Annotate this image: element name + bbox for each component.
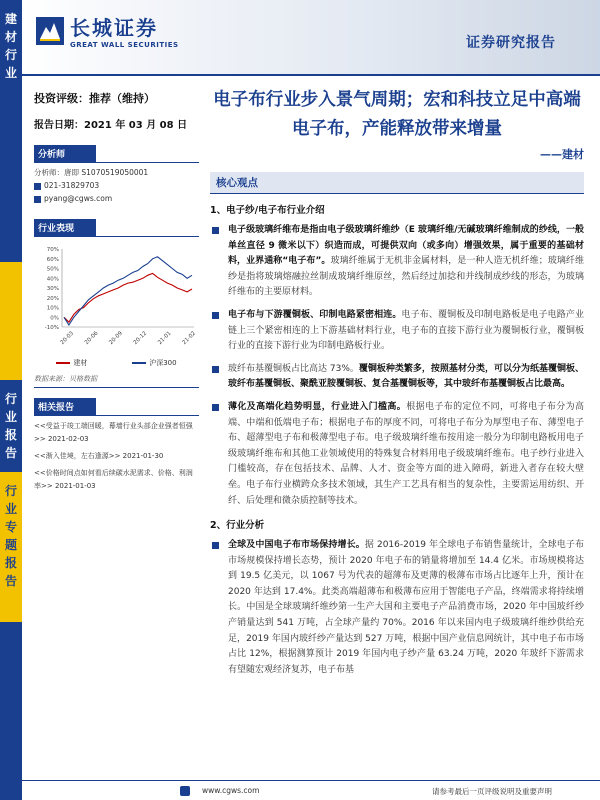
paragraph bbox=[210, 400, 584, 509]
paragraph bbox=[210, 308, 584, 355]
y-tick-label: 70% bbox=[46, 247, 59, 253]
paragraph-lead: 全球及中国电子布市场保持增长。 bbox=[228, 540, 365, 551]
sidebar-report-kind bbox=[0, 380, 22, 472]
y-tick-label: -10% bbox=[44, 325, 59, 331]
paragraph-body: 根据电子布的定位不同，可将电子布分为高端、中端和低端电子布；根据电子布的厚度不同，可将电子布分为厚型电子布、薄型电子布、超薄型电子布和极薄型电子布。电子级玻璃纤维布按用途一般分为印制电路板用电子级玻璃纤维布和其他工业领域使用的特殊复合材料用电子级玻璃纤维布。电子纱行业进入门槛较高，存在包括技术、品牌、人才、资金等方面的进入障碍，新进入者存在较大壁垒。电子布行业横跨众多技术领域，其生产工艺具有相当的复杂性，主要需运用纺织、开纤、后处理和微杂质控制等技术。 bbox=[228, 401, 584, 506]
company-logo bbox=[36, 12, 179, 49]
paragraph-body: 电子布、覆铜板及印制电路板是电子电路产业链上三个紧密相连的上下游基础材料行业，电子布的直接下游行业为覆铜板行业，覆铜板行业的直接下游行业为印制电路板行业。 bbox=[228, 309, 584, 352]
paragraph-lead: 薄化及高端化趋势明显，行业进入门槛高。 bbox=[228, 401, 407, 412]
analyst-phone-row bbox=[34, 179, 199, 192]
section-heading: 2、行业分析 bbox=[210, 520, 265, 532]
report-title: 电子布行业步入景气周期；宏和科技立足中高端电子布，产能释放带来增量 bbox=[213, 90, 581, 139]
legend-item-b bbox=[132, 358, 176, 368]
bullet-icon bbox=[212, 227, 219, 234]
report-date: 报告日期：2021 年 03 月 08 日 bbox=[34, 120, 188, 131]
divider bbox=[34, 162, 199, 163]
chart-source: 数据来源：贝格数据 bbox=[34, 374, 199, 388]
sidebar-char: 业 bbox=[4, 66, 17, 80]
investment-rating: 投资评级：推荐（维持） bbox=[34, 92, 155, 105]
page-header bbox=[22, 0, 600, 76]
footer-url[interactable]: www.cgws.com bbox=[202, 786, 260, 795]
sidebar-char: 报 bbox=[4, 556, 17, 570]
related-report[interactable]: <<受益于竣工端回暖，幕墙行业头部企业强者恒强>> 2021-02-03 bbox=[34, 422, 193, 443]
related-report[interactable]: <<价格时间点如何看后续碳水泥需求、价格、利润率>> 2021-01-03 bbox=[34, 469, 193, 490]
sidebar-char: 告 bbox=[4, 446, 17, 460]
analyst-name: 分析师：唐即 S1070519050001 bbox=[34, 168, 149, 177]
sidebar-char: 材 bbox=[4, 30, 17, 44]
left-column bbox=[34, 86, 199, 493]
sidebar-char: 题 bbox=[4, 538, 17, 552]
sidebar bbox=[0, 0, 22, 800]
x-tick-label: 20-03 bbox=[59, 330, 76, 347]
legend-label: 建材 bbox=[73, 359, 88, 367]
industry-trend-chart bbox=[34, 245, 199, 368]
legend-label: 沪深300 bbox=[149, 359, 177, 367]
sidebar-char: 告 bbox=[4, 574, 17, 588]
page-footer bbox=[22, 780, 600, 800]
phone-icon bbox=[34, 183, 41, 190]
series-line-a bbox=[64, 273, 192, 322]
footer-logo-icon bbox=[180, 786, 190, 796]
y-tick-label: 50% bbox=[46, 266, 59, 273]
paragraph-body: 据 2016-2019 年全球电子布销售量统计，全球电子布市场规模保持增长态势，预计 2020 年电子布的销量将增加至 14.4 亿米。市场规模将达到 19.5 亿美元，以 1067 号为代表的超薄布及更薄的极薄布市场占比逐年上升，预计在 2020 年达到 17.4%。此类高端超薄布和极薄布应用于智能电子产品，终端需求将持续增长。中国是全球玻璃纤维纱第一生产大国和主要电子产品消费市场，2020 年中国玻纤纱产销量达到 541 万吨，占全球产量约 70%。2016 年以来国内电子级玻璃纤维纱供给充足，2019 年国内玻纤纱产量达到 527 万吨，根据中国产业信息网统计，其中电子布市场占比 12%，根据测算预计 2019 年国内电子纱产量 63.24 万吨，2020 年玻纤下游需求有望随宏观经济复苏，电子布基 bbox=[228, 540, 584, 675]
bullet-icon bbox=[212, 542, 219, 549]
y-tick-label: 40% bbox=[46, 276, 59, 283]
bullet-icon bbox=[212, 404, 219, 411]
analyst-section-title: 分析师 bbox=[34, 145, 96, 162]
legend-item-a bbox=[56, 358, 87, 368]
y-tick-label: 60% bbox=[46, 256, 59, 263]
series-line-b bbox=[64, 257, 192, 325]
y-tick-label: 20% bbox=[46, 295, 59, 302]
paragraph-lead: 覆铜板种类繁多，按照基材分类，可以分为纸基覆铜板、玻纤布基覆铜板、聚酰亚胺覆铜板、复合基覆铜板等，其中玻纤布基覆铜板占比最高。 bbox=[228, 363, 584, 390]
paragraph-lead: 电子级玻璃纤维布是指由电子级玻璃纤维纱（E 玻璃纤维/无碱玻璃纤维制成的纱线，一般单丝直径 9 微米以下）织造而成，可提供双向（或多向）增强效果，属于重要的基础材料，业界通称“电子布”。 bbox=[228, 225, 584, 267]
analyst-info bbox=[34, 166, 199, 205]
analyst-phone: 021-31829703 bbox=[44, 181, 100, 190]
x-tick-label: 20-12 bbox=[132, 330, 149, 347]
section-heading: 1、电子纱/电子布行业介绍 bbox=[210, 205, 325, 216]
sidebar-char: 行 bbox=[4, 392, 17, 406]
divider bbox=[34, 415, 199, 416]
x-tick-label: 20-09 bbox=[108, 330, 124, 347]
sidebar-spacer-2 bbox=[0, 622, 22, 800]
bullet-icon bbox=[212, 366, 219, 373]
paragraph bbox=[210, 538, 584, 678]
core-views-heading: 核心观点 bbox=[210, 172, 584, 194]
sidebar-char: 建 bbox=[4, 12, 17, 26]
sidebar-industry bbox=[0, 0, 22, 262]
y-tick-label: 0% bbox=[50, 315, 59, 322]
sidebar-char: 专 bbox=[4, 520, 17, 534]
sidebar-char: 行 bbox=[4, 484, 17, 498]
trend-section-title: 行业表现 bbox=[34, 219, 96, 236]
report-subtitle: ——建材 bbox=[540, 148, 584, 161]
sidebar-char: 行 bbox=[4, 48, 17, 62]
legend-swatch bbox=[56, 362, 70, 364]
paragraph-lead: 电子布与下游覆铜板、印制电路紧密相连。 bbox=[228, 309, 402, 320]
chart-legend bbox=[34, 358, 199, 368]
paragraph bbox=[210, 223, 584, 301]
legend-swatch bbox=[132, 362, 146, 364]
paragraph bbox=[210, 362, 584, 393]
y-tick-label: 10% bbox=[46, 305, 59, 312]
x-tick-label: 20-06 bbox=[83, 330, 100, 347]
sidebar-char: 报 bbox=[4, 428, 17, 442]
report-type: 证券研究报告 bbox=[466, 35, 556, 51]
sidebar-char: 业 bbox=[4, 410, 17, 424]
logo-chinese: 长城证券 bbox=[70, 16, 158, 40]
y-tick-label: 30% bbox=[46, 286, 59, 292]
main-content bbox=[210, 86, 584, 678]
analyst-email-row bbox=[34, 192, 199, 205]
x-tick-label: 21-01 bbox=[157, 330, 173, 347]
trend-chart-svg bbox=[34, 245, 199, 353]
related-section-title: 相关报告 bbox=[34, 398, 96, 415]
bullet-icon bbox=[212, 312, 219, 319]
sidebar-spacer-1 bbox=[0, 262, 22, 380]
logo-english: GREAT WALL SECURITIES bbox=[70, 41, 179, 49]
sidebar-special bbox=[0, 472, 22, 622]
paragraph-body: 玻纤布基覆铜板占比高达 73%。 bbox=[228, 363, 359, 374]
great-wall-logo-icon bbox=[36, 17, 64, 45]
sidebar-char: 业 bbox=[4, 502, 17, 516]
divider bbox=[34, 236, 199, 237]
related-report[interactable]: <<渐入佳境，左右逢源>> 2021-01-30 bbox=[34, 452, 164, 460]
footer-disclaimer: 请参考最后一页评级说明及重要声明 bbox=[432, 787, 552, 796]
email-icon bbox=[34, 196, 41, 203]
analyst-email[interactable]: pyang@cgws.com bbox=[44, 194, 113, 203]
x-tick-label: 21-02 bbox=[181, 330, 198, 347]
paragraph-body: 玻璃纤维属于无机非金属材料，是一种人造无机纤维；玻璃纤维纱是指将玻璃熔融拉丝制成玻璃纤维原丝，然后经过加捻和并线制成纱线的形态，为玻璃纤维布的主要原材料。 bbox=[228, 256, 584, 298]
